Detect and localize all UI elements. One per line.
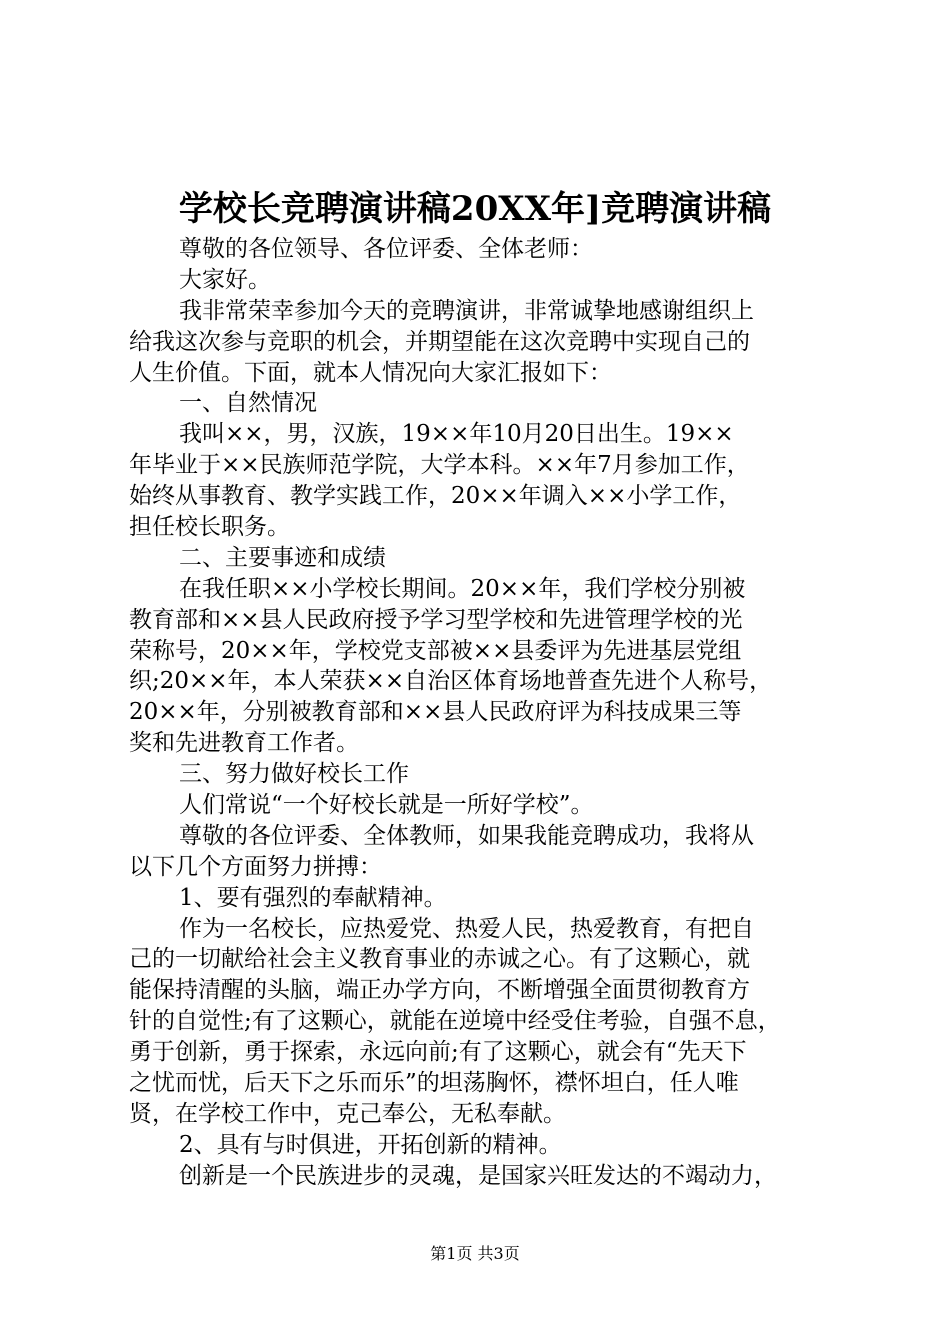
body-line: 2、具有与时俱进，开拓创新的精神。: [179, 1131, 562, 1158]
document-body: [129, 234, 841, 1192]
body-line: 能保持清醒的头脑，端正办学方向，不断增强全面贯彻教育方: [129, 977, 750, 1004]
body-line: 己的一切献给社会主义教育事业的赤诚之心。有了这颗心，就: [129, 946, 750, 973]
body-line: 20××年，分别被教育部和××县人民政府评为科技成果三等: [129, 699, 742, 726]
body-line: 年毕业于××民族师范学院，大学本科。××年7月参加工作，: [129, 452, 750, 479]
body-line: 我非常荣幸参加今天的竞聘演讲，非常诚挚地感谢组织上: [179, 297, 754, 324]
body-line: 荣称号，20××年，学校党支部被××县委评为先进基层党组: [129, 637, 742, 664]
body-line: 勇于创新，勇于探索，永远向前;有了这颗心，就会有“先天下: [129, 1039, 747, 1066]
body-line: 我叫××，男，汉族，19××年10月20日出生。19××: [179, 421, 734, 448]
body-line: 三、努力做好校长工作: [179, 761, 409, 788]
body-line: 给我这次参与竞职的机会，并期望能在这次竞聘中实现自己的: [129, 328, 750, 355]
body-line: 尊敬的各位领导、各位评委、全体老师：: [179, 236, 593, 262]
body-line: 奖和先进教育工作者。: [129, 730, 359, 757]
body-line: 人生价值。下面，就本人情况向大家汇报如下：: [129, 359, 612, 386]
body-line: 二、主要事迹和成绩: [179, 544, 386, 571]
body-line: 创新是一个民族进步的灵魂，是国家兴旺发达的不竭动力，: [179, 1162, 777, 1189]
body-line: 尊敬的各位评委、全体教师，如果我能竞聘成功，我将从: [179, 822, 754, 849]
body-line: 贤，在学校工作中，克己奉公，无私奉献。: [129, 1100, 566, 1127]
body-line: 人们常说“一个好校长就是一所好学校”。: [179, 792, 594, 819]
body-line: 大家好。: [179, 266, 271, 293]
body-line: 以下几个方面努力拼搏：: [129, 853, 382, 880]
page-footer: 第1页 共3页: [430, 1244, 520, 1263]
body-line: 始终从事教育、教学实践工作，20××年调入××小学工作，: [129, 483, 742, 510]
body-line: 教育部和××县人民政府授予学习型学校和先进管理学校的光: [129, 606, 743, 633]
body-line: 织;20××年，本人荣获××自治区体育场地普查先进个人称号，: [129, 668, 773, 695]
body-line: 之忧而忧，后天下之乐而乐”的坦荡胸怀，襟怀坦白，任人唯: [129, 1070, 739, 1097]
body-line: 在我任职××小学校长期间。20××年，我们学校分别被: [179, 575, 746, 602]
body-line: 针的自觉性;有了这颗心，就能在逆境中经受住考验，自强不息，: [129, 1008, 781, 1035]
document-title: 学校长竞聘演讲稿20XX年]竞聘演讲稿: [178, 189, 772, 229]
body-line: 一、自然情况: [179, 390, 317, 417]
body-line: 1、要有强烈的奉献精神。: [179, 884, 447, 911]
body-line: 担任校长职务。: [129, 514, 290, 541]
body-line: 作为一名校长，应热爱党、热爱人民，热爱教育，有把自: [179, 915, 754, 942]
